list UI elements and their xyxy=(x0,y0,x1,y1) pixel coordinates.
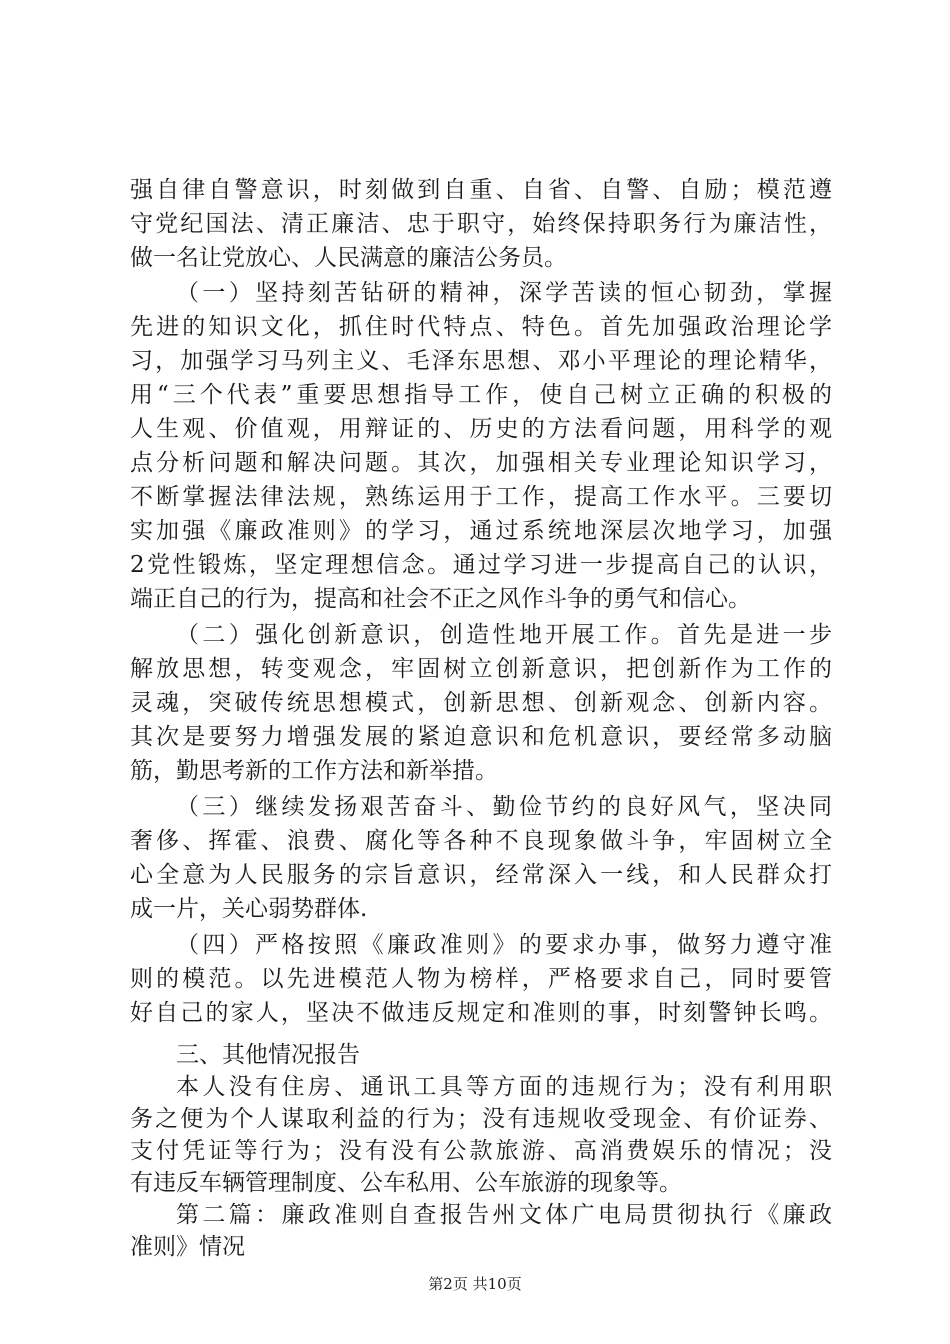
body-line: 有违反车辆管理制度、公车私用、公车旅游的现象等。 xyxy=(130,1170,682,1196)
paragraph-first-line: （二）强化创新意识，创造性地开展工作。首先是进一步 xyxy=(176,622,832,648)
paragraph-first-line: （四）严格按照《廉政准则》的要求办事，做努力遵守准 xyxy=(176,932,832,958)
body-line: 筋，勤思考新的工作方法和新举措。 xyxy=(130,758,498,784)
body-line: 不断掌握法律法规，熟练运用于工作，提高工作水平。三要切 xyxy=(130,484,832,510)
body-line: 2党性锻炼，坚定理想信念。通过学习进一步提高自己的认识， xyxy=(130,552,832,578)
body-line: 点分析问题和解决问题。其次，加强相关专业理论知识学习， xyxy=(130,450,832,476)
chapter-title-line: 准则》情况 xyxy=(130,1234,245,1260)
body-line: 支付凭证等行为；没有没有公款旅游、高消费娱乐的情况；没 xyxy=(130,1138,832,1164)
body-line: 其次是要努力增强发展的紧迫意识和危机意识，要经常多动脑 xyxy=(130,724,832,750)
body-line: 实加强《廉政准则》的学习，通过系统地深层次地学习，加强 xyxy=(130,518,832,544)
body-line: 解放思想，转变观念，牢固树立创新意识，把创新作为工作的 xyxy=(130,656,832,682)
body-line: 则的模范。以先进模范人物为榜样，严格要求自己，同时要管 xyxy=(130,966,832,992)
body-line: 成一片，关心弱势群体. xyxy=(130,896,368,922)
body-line: 心全意为人民服务的宗旨意识，经常深入一线，和人民群众打 xyxy=(130,862,832,888)
body-line: 先进的知识文化，抓住时代特点、特色。首先加强政治理论学 xyxy=(130,314,832,340)
paragraph-first-line: （一）坚持刻苦钻研的精神，深学苦读的恒心韧劲，掌握 xyxy=(176,280,832,306)
body-line: 用“三个代表”重要思想指导工作，使自己树立正确的积极的 xyxy=(130,382,832,408)
paragraph-first-line: （三）继续发扬艰苦奋斗、勤俭节约的良好风气，坚决同 xyxy=(176,794,832,820)
body-line: 端正自己的行为，提高和社会不正之风作斗争的勇气和信心。 xyxy=(130,586,751,612)
paragraph-first-line: 本人没有住房、通讯工具等方面的违规行为；没有利用职 xyxy=(176,1074,832,1100)
chapter-title-line: 第二篇：廉政准则自查报告州文体广电局贯彻执行《廉政 xyxy=(176,1202,832,1228)
body-line: 人生观、价值观，用辩证的、历史的方法看问题，用科学的观 xyxy=(130,416,832,442)
section-heading: 三、其他情况报告 xyxy=(176,1042,360,1068)
body-line: 务之便为个人谋取利益的行为；没有违规收受现金、有价证券、 xyxy=(130,1106,832,1132)
page-number-footer: 第2页 共10页 xyxy=(428,1275,522,1293)
body-line: 奢侈、挥霍、浪费、腐化等各种不良现象做斗争，牢固树立全 xyxy=(130,828,832,854)
body-line: 守党纪国法、清正廉洁、忠于职守，始终保持职务行为廉洁性， xyxy=(130,211,832,237)
body-line: 好自己的家人，坚决不做违反规定和准则的事，时刻警钟长鸣。 xyxy=(130,1000,832,1026)
body-line: 强自律自警意识，时刻做到自重、自省、自警、自励；模范遵 xyxy=(130,177,832,203)
body-line: 习，加强学习马列主义、毛泽东思想、邓小平理论的理论精华， xyxy=(130,348,832,374)
body-line: 灵魂，突破传统思想模式，创新思想、创新观念、创新内容。 xyxy=(130,690,832,716)
body-line: 做一名让党放心、人民满意的廉洁公务员。 xyxy=(130,245,567,271)
